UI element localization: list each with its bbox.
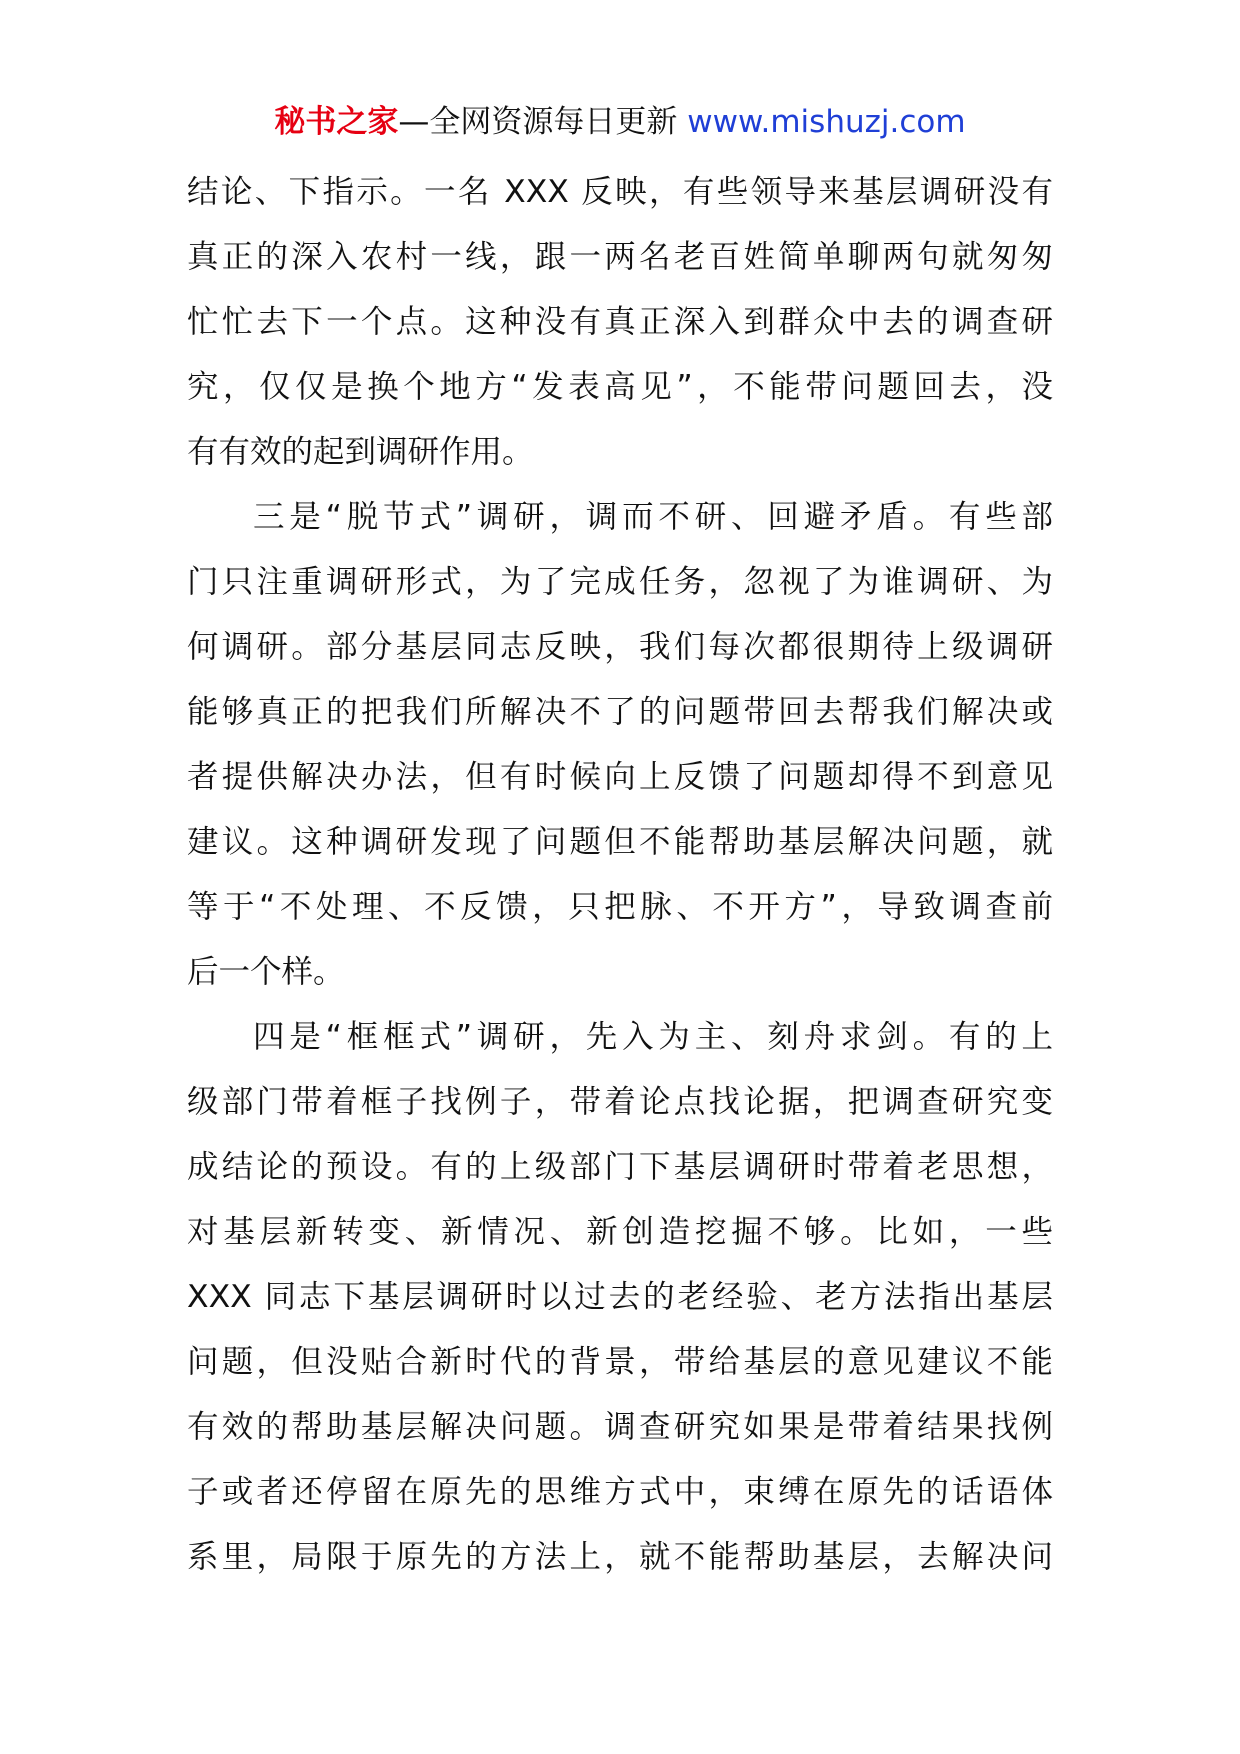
header-tagline: —全网资源每日更新 bbox=[398, 104, 678, 140]
text-line: 后一个样。 bbox=[187, 954, 345, 990]
text-line: 建议。这种调研发现了问题但不能帮助基层解决问题，就 bbox=[187, 824, 1053, 860]
text-line: 者提供解决办法，但有时候向上反馈了问题却得不到意见 bbox=[187, 759, 1053, 795]
text-line: 成结论的预设。有的上级部门下基层调研时带着老思想， bbox=[187, 1149, 1053, 1185]
text-line: XXX 同志下基层调研时以过去的老经验、老方法指出基层 bbox=[187, 1279, 1053, 1315]
text-line: 有有效的起到调研作用。 bbox=[187, 434, 534, 470]
text-line: 有效的帮助基层解决问题。调查研究如果是带着结果找例 bbox=[187, 1409, 1053, 1445]
text-line: 等于“不处理、不反馈，只把脉、不开方”，导致调查前 bbox=[187, 889, 1053, 925]
paragraph-start-line: 四是“框框式”调研，先入为主、刻舟求剑。有的上 bbox=[253, 1019, 1053, 1055]
document-body bbox=[187, 160, 1053, 1590]
text-line: 级部门带着框子找例子，带着论点找论据，把调查研究变 bbox=[187, 1084, 1053, 1120]
text-line: 结论、下指示。一名 XXX 反映，有些领导来基层调研没有 bbox=[187, 174, 1053, 210]
text-line: 真正的深入农村一线，跟一两名老百姓简单聊两句就匆匆 bbox=[187, 239, 1053, 275]
text-line: 能够真正的把我们所解决不了的问题带回去帮我们解决或 bbox=[187, 694, 1053, 730]
text-line: 子或者还停留在原先的思维方式中，束缚在原先的话语体 bbox=[187, 1474, 1053, 1510]
text-line: 门只注重调研形式，为了完成任务，忽视了为谁调研、为 bbox=[187, 564, 1053, 600]
brand-name: 秘书之家 bbox=[274, 104, 399, 140]
text-line: 忙忙去下一个点。这种没有真正深入到群众中去的调查研 bbox=[187, 304, 1053, 340]
text-line: 问题，但没贴合新时代的背景，带给基层的意见建议不能 bbox=[187, 1344, 1053, 1380]
text-line: 系里，局限于原先的方法上，就不能帮助基层，去解决问 bbox=[187, 1539, 1053, 1575]
text-line: 究，仅仅是换个地方“发表高见”，不能带问题回去，没 bbox=[187, 369, 1053, 405]
site-header bbox=[0, 102, 1240, 142]
site-url-link[interactable]: www.mishuzj.com bbox=[687, 104, 966, 140]
paragraph-start-line: 三是“脱节式”调研，调而不研、回避矛盾。有些部 bbox=[253, 499, 1053, 535]
text-line: 何调研。部分基层同志反映，我们每次都很期待上级调研 bbox=[187, 629, 1053, 665]
text-line: 对基层新转变、新情况、新创造挖掘不够。比如，一些 bbox=[187, 1214, 1053, 1250]
